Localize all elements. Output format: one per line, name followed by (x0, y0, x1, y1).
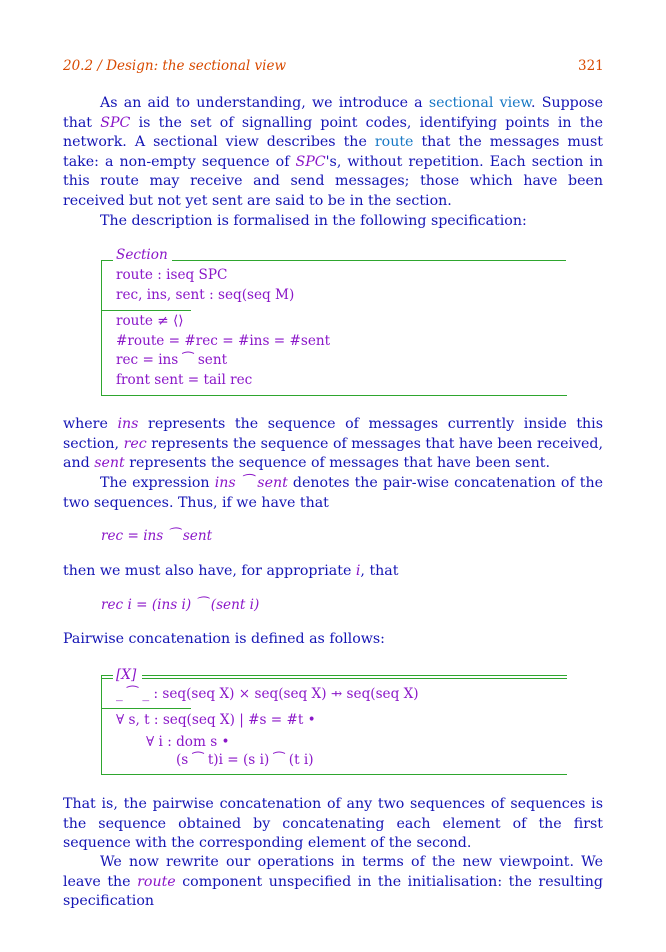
paragraph-expression: The expression ins ⁀ sent denotes the pair-wise concatenation of the two sequences. Thus, if we have that (63, 475, 603, 511)
generic-pred: ∀ s, t : seq(seq X) | #s = #t • (116, 712, 316, 728)
generic-pred: ∀ i : dom s • (146, 734, 230, 750)
page-number: 321 (578, 58, 604, 74)
schema-pred: rec = ins ⁀ sent (116, 352, 228, 368)
paragraph-then: then we must also have, for appropriate i, that (63, 563, 399, 579)
paragraph-spec-intro: The description is formalised in the following specification: (100, 213, 527, 229)
generic-parameter: [X] (116, 667, 137, 683)
equation-1: rec = ins ⁀ sent (101, 528, 213, 544)
schema-decl-route: route : iseq SPC (116, 267, 228, 283)
paragraph-rewrite: We now rewrite our operations in terms of the new viewpoint. We leave the route component unspecified in the initialisation: the resulting specification (63, 854, 604, 910)
paragraph-where: where ins represents the sequence of messages currently inside this section, rec represents the sequence of messages that have been received, and sent represents the sequence of messages that have been sent. (63, 416, 604, 472)
term-route: route (374, 134, 414, 151)
schema-decl-seqs: rec, ins, sent : seq(seq M) (116, 287, 295, 303)
running-header: 20.2 / Design: the sectional view (63, 58, 287, 74)
schema-pred: #route = #rec = #ins = #sent (116, 333, 331, 349)
schema-name: Section (116, 247, 168, 263)
equation-2: rec i = (ins i) ⁀ (sent i) (101, 597, 260, 613)
generic-declaration: _ ⁀ _ : seq(seq X) × seq(seq X) ⇸ seq(seq X) (116, 686, 419, 702)
schema-pred: front sent = tail rec (116, 372, 253, 388)
schema-pred: route ≠ ⟨⟩ (116, 313, 184, 329)
paragraph-that-is: That is, the pairwise concatenation of any two sequences of sequences is the sequence obtained by concatenating each element of the first sequence with the corresponding element of the second. (63, 796, 603, 852)
term-sectional-view: sectional view (428, 95, 532, 111)
generic-pred: (s ⁀ t)i = (s i) ⁀ (t i) (176, 752, 314, 768)
paragraph-pairwise: Pairwise concatenation is defined as follows: (63, 631, 385, 647)
paragraph-intro: As an aid to understanding, we introduce a sectional view. Suppose that SPC is the set of signalling point codes, identifying points in the network. A sectional view describes the route that the messages must take: a non-empty sequence of SPC's, without repetition. Each section in this route may receive and send messages; those which have been received but not yet sent are said to be in the section. (63, 95, 603, 209)
